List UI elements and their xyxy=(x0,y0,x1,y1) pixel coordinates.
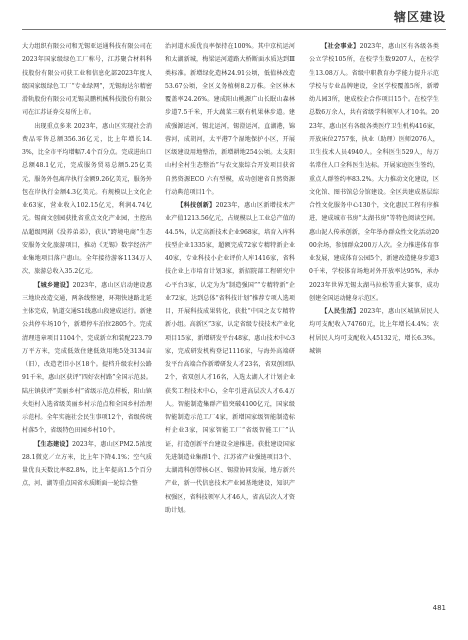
paragraph-text: 2023年，惠山区新增技术产业产值1213.56亿元，占规模以上工业总产值的44.5%，认定高新技术企业968家，培育入库科技型企业1335家，超额完成72家专精特新企业40家，专业科技小企业评价人库1416家，省科技企业上市培育计划3家，新招院部工程研究中心平台3家，认定为为“制造强国”“专精特新”企业72家，达到总体“省科技计划”推荐专项人选项目，开展科技成果转化，获批“中国之友专精特新小组。高新区”3家，认定省级专技技术产业化项目15家，新增研发平台48家，惠山技术中心3家，完成研发机构登记1116家，与海外高端研发平台高端合作新增研发人才23名，省双创团队2个，省双创人才16名，入选太湖人才计划企业获奖工程技术中心，全年引进高层次人才6.4万人。智能制造集群产值突破4100亿元，国家级智能制造示范工厂4家，新增国家级智能制造标杆企业3家，国家智能工厂“省级智能工厂”认证，打造创新平台建设全速推进。获批建设国家先进制造业集群1个、江苏省产业强链项目3个、太湖湾科创带核心区、锡澄协同发展，地方新兴产业，新一代信息技术产业园基地建设，知识产权强区，省科技领军人才46人，省高层次人才资助计划。 xyxy=(165,202,295,514)
paragraph xyxy=(309,40,439,305)
section-heading: 【生态建设】 xyxy=(34,440,73,448)
paragraph-text: 2023年，惠山区有各级各类公立学校105所，在校学生数9207人，在校学生13.08万人。省级中职教育办学能力提升示范学校与专业品牌建设，全区学校覆盖5所，新增幼儿园3所，建成校企合作项目15个。在校学生总数6万余人，共有省级学科领军人才10名。2023年，惠山区有各级各类医疗卫生机构416家，开放床位2757张，执业（助理）医师2076人，卫生技术人员4940人。全科医生529人，每万名常住人口全科医生达标。开展家庭医生签约，重点人群签约率83.2%。大力推动文化建设，区文化馆、图书馆总分馆建设。全区共建成基层综合性文化服务中心130个，文化惠民工程有序推进，建成城市书房“太湖书房”等特色阅读空间。惠山泥人传承创新，全年举办群众性文化活动2000余场，参加群众200万人次。全力推进体育事业发展，建成体育公园5个，新建改造健身步道30千米，学校体育场地对外开放率达95%，承办2023年世界无锡太湖马拉松等重大赛事，成功创建全国运动健身示范区。 xyxy=(309,43,439,302)
page-number: 481 xyxy=(432,604,446,612)
text-column-3 xyxy=(309,40,439,612)
section-title: 辖区建设 xyxy=(393,10,446,24)
paragraph-text: 2023年，惠山区PM2.5浓度28.1微克／立方米，比上年下降4.1%；空气质量优良天数比率82.8%，比上年提高1.5个百分点，河、湖等重点国省水质断面一轮综合整 xyxy=(22,440,152,488)
section-heading: 【科技创新】 xyxy=(177,202,216,209)
paragraph xyxy=(22,120,152,279)
section-heading: 【人民生活】 xyxy=(321,308,360,315)
paragraph-text: 治河道水质优良率保持在100%。其中京杭运河和太湖新城，梅梁运河道路大桥断面水质达到Ⅲ类标准。新增绿化造林24.91公顷，低值林改造53.67公顷，全区义务植树8.2万株。全区林木覆盖率24.26%。建成阳山桃源广山长眠山森林步道7.5千米，开大蔬菜三联有机果林步道。建成强源运河，锡北运河，锡澄运河，直湖港，锦蓉河，成胡河，太平港7个湿地保护小区，开展区级建设用地整治，新增耕地254公顷。太支阳山村全村生态整治”与农文旅综合开发项目获省自然资源ECO 六有型模，成功创建省自然资源行动典范项目1个。 xyxy=(165,43,295,196)
section-heading: 【城乡建设】 xyxy=(34,281,73,289)
paragraph xyxy=(309,305,439,358)
text-column-1 xyxy=(22,40,152,612)
paragraph-text: 大力组织有限公司和无锡亚运通科技有限公司在2023年国家级绿色工厂称号，江苏聚合材料科技股份有限公司获工业和信息化部2023年度人级国家级绿色工厂“专业绿网”，无锡海达尔精密滑轨股份有限公司无锡灵鹏机械科技股份有限公司在江苏证券交易所上市。 xyxy=(22,43,152,117)
text-column-2 xyxy=(165,40,295,612)
paragraph xyxy=(22,279,152,438)
page-header xyxy=(0,0,468,28)
paragraph xyxy=(22,40,152,120)
section-heading: 【社会事业】 xyxy=(321,43,360,50)
paragraph xyxy=(22,438,152,491)
paragraph-text: 2023年，惠山区启动建设惠三地块改造交通，两条线整建，环翔快速路北延主体完成，轨道交通S1线惠山段建成运行。新建公共停车场10个，新增停车泊位2805个。完成清理违章项目1104个，完成新立和装配223.79万平方米，完成低效住建低效用地5处3134亩（旧），改造老旧小区18个。提档升级农村公路91千米，惠山区获评“四好农村路”全国示范县。陆庄镇获评“美丽乡村”省级示范点样板，阳山镇火炬村入选省级美丽乡村示范点和全国乡村治理示范村。全年实施社会民生事项12个，省级传统村落5个，省级特色田园乡村10个。 xyxy=(22,281,152,435)
header-rule xyxy=(22,29,446,30)
paragraph xyxy=(165,199,295,517)
paragraph-text: 2023年，惠山区城镇居民人均可支配收入74760元，比上年增长4.4%；农村居民人均可支配收入45132元，增长6.3%。城镇 xyxy=(309,308,439,355)
paragraph-text: 出现重点多来 2023年，惠山区实现社会消费品零售总额356.36亿元，比上年增长14.3%，比全市平均增幅7.4个百分点。完成进出口总额48.1亿元，完成服务贸易总额5.25亿美元，服务外包离岸执行金额9.26亿美元，服务外包在岸执行金额4.3亿美元。有规模以上文化企业63家，营业收入102.15亿元，利润4.74亿元。锡商文创园获批省重点文化产业园，主控出品超级网剧《没养弟弟》，获认“跨境电商”生态安服务文化旅游项目，推动《无锡》数字经济产业集地项目落户惠山。全年接待游客1134万人次，旅游总收入35.2亿元。 xyxy=(22,122,152,276)
paragraph xyxy=(165,40,295,199)
